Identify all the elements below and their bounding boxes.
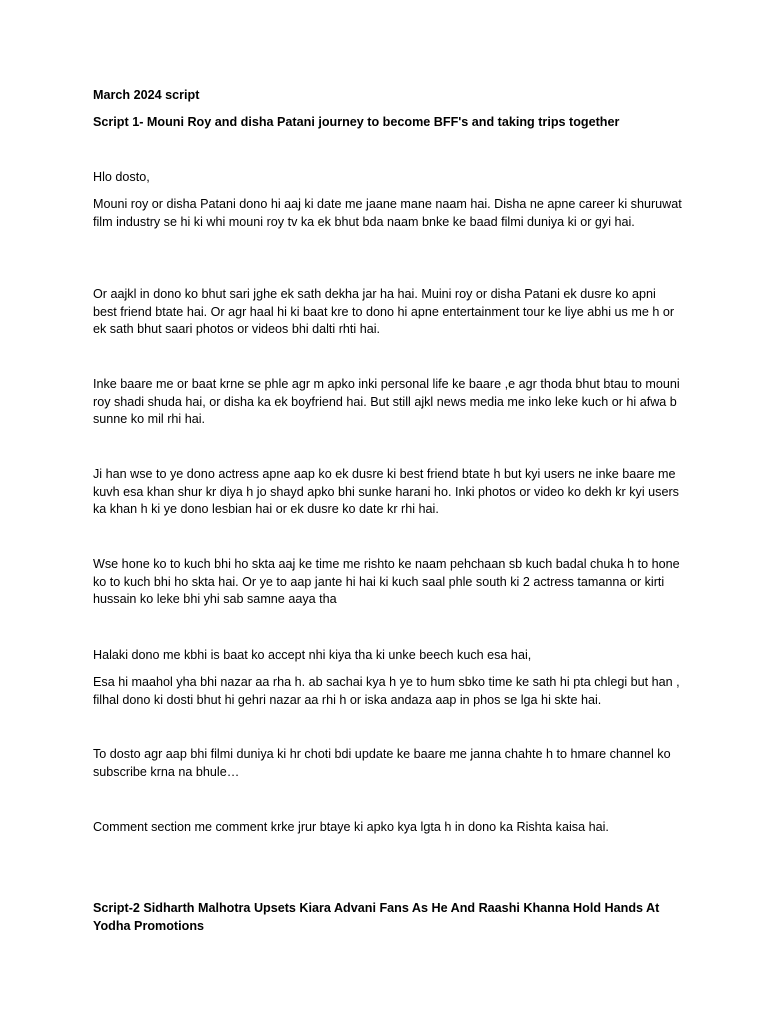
script-2-title: Script-2 Sidharth Malhotra Upsets Kiara Advani Fans As He And Raashi Khanna Hold Hands At Yodha Promotions: [93, 901, 660, 933]
paragraph-8: To dosto agr aap bhi filmi duniya ki hr choti bdi update ke baare me janna chahte h to hmare channel ko subscribe krna na bhule…: [93, 747, 671, 779]
paragraph-2: Or aajkl in dono ko bhut sari jghe ek sath dekha jar ha hai. Muini roy or disha Patani ek dusre ko apni best friend btate hai. Or agr haal hi ki baat kre to dono hi apne entertainment tour ke liye abhi us me h or ek sath bhut saari photos or videos bhi dalti rhti hai.: [93, 287, 675, 336]
script-1-title: Script 1- Mouni Roy and disha Patani journey to become BFF's and taking trips together: [93, 115, 620, 129]
document-header: March 2024 script: [93, 88, 200, 102]
paragraph-7: Esa hi maahol yha bhi nazar aa rha h. ab sachai kya h ye to hum sbko time ke sath hi pta chlegi but han , filhal dono ki dosti bhut hi gehri nazar aa rhi h or iska andaza aap in phos se lga hi skte hai.: [93, 675, 680, 707]
paragraph-3: Inke baare me or baat krne se phle agr m apko inki personal life ke baare ,e agr thoda bhut btau to mouni roy shadi shuda hai, or disha ka ek boyfriend hai. But still ajkl news media me inko leke kuch or hi afwa b sunne ko mil rhi hai.: [93, 377, 680, 426]
paragraph-4: Ji han wse to ye dono actress apne aap ko ek dusre ki best friend btate h but kyi users ne inke baare me kuvh esa khan shur kr diya h jo shayd apko bhi sunke harani ho. Inki photos or video ko dekh kr kyi users ka khan h ki ye dono lesbian hai or ek dusre ko date kr rhi hai.: [93, 467, 679, 516]
paragraph-9: Comment section me comment krke jrur btaye ki apko kya lgta h in dono ka Rishta kaisa hai.: [93, 820, 609, 834]
paragraph-1: Mouni roy or disha Patani dono hi aaj ki date me jaane mane naam hai. Disha ne apne career ki shuruwat film industry se hi ki whi mouni roy tv ka ek bhut bda naam bnke ke baad filmi duniya ki or gyi hai.: [93, 197, 682, 229]
paragraph-5: Wse hone ko to kuch bhi ho skta aaj ke time me rishto ke naam pehchaan sb kuch badal chuka h to hone ko to kuch bhi ho skta hai. Or ye to aap jante hi hai ki kuch saal phle south ki 2 actress tamanna or kirti hussain ko leke bhi yhi sab samne aaya tha: [93, 557, 680, 606]
paragraph-greeting: Hlo dosto,: [93, 170, 150, 184]
paragraph-6: Halaki dono me kbhi is baat ko accept nhi kiya tha ki unke beech kuch esa hai,: [93, 648, 532, 662]
